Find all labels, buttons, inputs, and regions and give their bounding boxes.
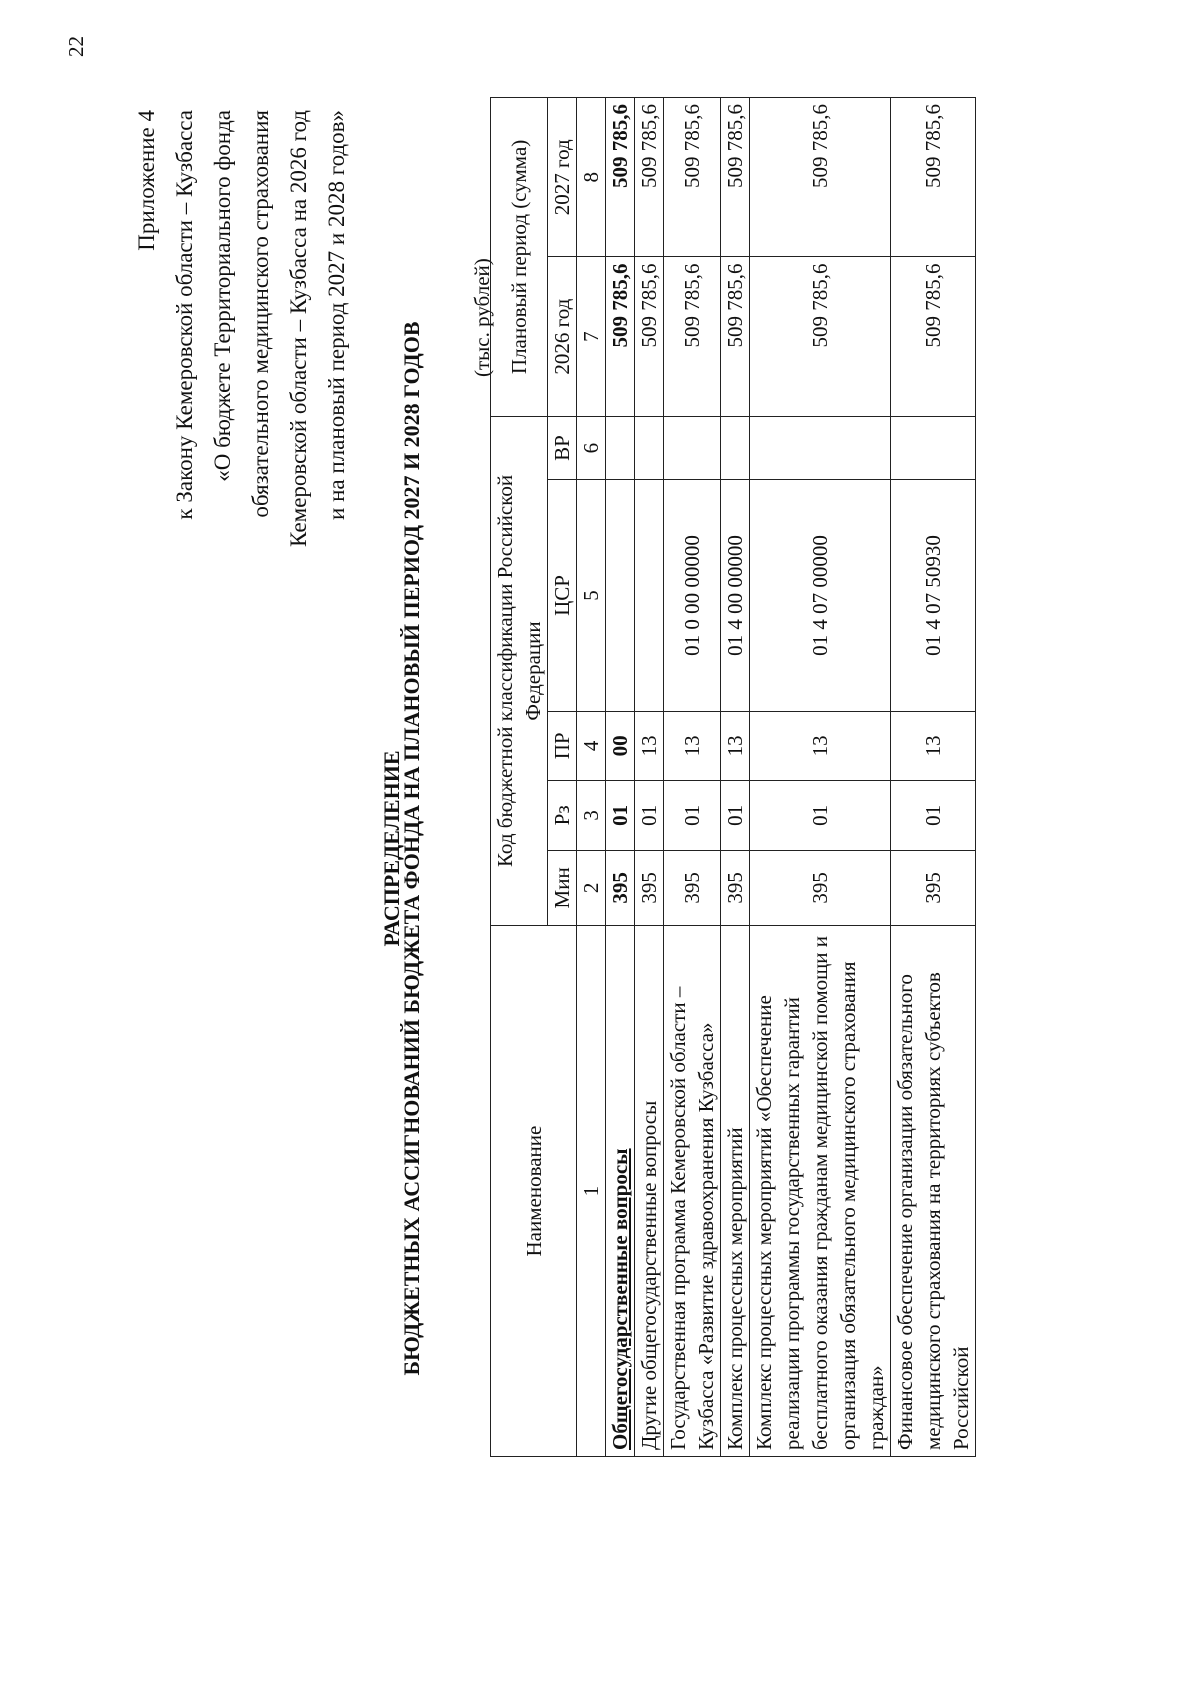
row-name: Комплекс процессных мероприятий <box>721 926 750 1457</box>
header-pr: ПР <box>548 711 577 781</box>
header-code-group: Код бюджетной классификации Российской Федерации <box>491 416 548 925</box>
row-vr <box>891 416 976 480</box>
header-row <box>491 98 548 1457</box>
table-row <box>664 98 721 1457</box>
row-rz: 01 <box>750 781 891 851</box>
row-min: 395 <box>891 850 976 926</box>
row-2027: 509 785,6 <box>606 98 635 257</box>
table-row <box>606 98 635 1457</box>
row-2027: 509 785,6 <box>635 98 664 257</box>
row-rz: 01 <box>606 781 635 851</box>
row-vr <box>721 416 750 480</box>
row-csr <box>635 480 664 711</box>
appendix-line: к Закону Кемеровской области – Кузбасса <box>172 110 197 520</box>
row-2026: 509 785,6 <box>750 257 891 416</box>
units-label: (тыс. рублей) <box>470 258 494 377</box>
row-pr: 13 <box>635 711 664 781</box>
row-vr <box>750 416 891 480</box>
appendix-line: «О бюджете Территориального фонда <box>210 110 235 482</box>
row-vr <box>606 416 635 480</box>
appendix-line: и на плановый период 2027 и 2028 годов» <box>324 110 349 520</box>
header-vr: ВР <box>548 416 577 480</box>
row-2027: 509 785,6 <box>750 98 891 257</box>
col-number: 7 <box>577 257 606 416</box>
col-number: 6 <box>577 416 606 480</box>
row-min: 395 <box>750 850 891 926</box>
column-number-row <box>577 98 606 1457</box>
row-pr: 13 <box>750 711 891 781</box>
col-number: 5 <box>577 480 606 711</box>
row-2026: 509 785,6 <box>606 257 635 416</box>
table-row <box>750 98 891 1457</box>
row-vr <box>635 416 664 480</box>
row-pr: 13 <box>721 711 750 781</box>
row-csr <box>606 480 635 711</box>
row-name: Другие общегосударственные вопросы <box>635 926 664 1457</box>
col-number: 4 <box>577 711 606 781</box>
header-rz: Рз <box>548 781 577 851</box>
row-csr: 01 4 07 50930 <box>891 480 976 711</box>
row-min: 395 <box>606 850 635 926</box>
row-name: Финансовое обеспечение организации обязательного медицинского страхования на территориях субъектов Российской <box>891 926 976 1457</box>
appendix-line: обязательного медицинского страхования <box>248 110 273 518</box>
row-csr: 01 4 07 00000 <box>750 480 891 711</box>
row-min: 395 <box>721 850 750 926</box>
header-2026: 2026 год <box>548 257 577 416</box>
header-name: Наименование <box>491 926 577 1457</box>
col-number: 1 <box>577 926 606 1457</box>
row-2027: 509 785,6 <box>664 98 721 257</box>
col-number: 8 <box>577 98 606 257</box>
row-rz: 01 <box>721 781 750 851</box>
appendix-line: Приложение 4 <box>134 110 159 251</box>
row-rz: 01 <box>891 781 976 851</box>
document-title: РАСПРЕДЕЛЕНИЕ <box>379 750 404 947</box>
row-2027: 509 785,6 <box>891 98 976 257</box>
page-number: 22 <box>64 36 88 57</box>
row-2026: 509 785,6 <box>891 257 976 416</box>
row-2026: 509 785,6 <box>664 257 721 416</box>
row-min: 395 <box>664 850 721 926</box>
row-2026: 509 785,6 <box>635 257 664 416</box>
row-2027: 509 785,6 <box>721 98 750 257</box>
row-name: Государственная программа Кемеровской области – Кузбасса «Развитие здравоохранения Кузбасса» <box>664 926 721 1457</box>
document-subtitle: БЮДЖЕТНЫХ АССИГНОВАНИЙ БЮДЖЕТА ФОНДА НА ПЛАНОВЫЙ ПЕРИОД 2027 И 2028 ГОДОВ <box>399 321 424 1376</box>
row-vr <box>664 416 721 480</box>
appendix-header <box>128 110 356 810</box>
budget-table <box>490 97 976 1457</box>
table-row <box>721 98 750 1457</box>
col-number: 3 <box>577 781 606 851</box>
row-csr: 01 4 00 00000 <box>721 480 750 711</box>
col-number: 2 <box>577 850 606 926</box>
row-name: Общегосударственные вопросы <box>606 926 635 1457</box>
row-pr: 13 <box>664 711 721 781</box>
table-row <box>635 98 664 1457</box>
table-row <box>891 98 976 1457</box>
row-name: Комплекс процессных мероприятий «Обеспечение реализации программы государственных гарантий бесплатного оказания гражданам медицинской помощи и организация обязательного медицинского страхования граждан» <box>750 926 891 1457</box>
header-csr: ЦСР <box>548 480 577 711</box>
header-min: Мин <box>548 850 577 926</box>
row-2026: 509 785,6 <box>721 257 750 416</box>
appendix-line: Кемеровской области – Кузбасса на 2026 год <box>286 110 311 547</box>
row-rz: 01 <box>664 781 721 851</box>
row-csr: 01 0 00 00000 <box>664 480 721 711</box>
row-rz: 01 <box>635 781 664 851</box>
header-2027: 2027 год <box>548 98 577 257</box>
row-pr: 13 <box>891 711 976 781</box>
row-pr: 00 <box>606 711 635 781</box>
row-min: 395 <box>635 850 664 926</box>
header-plan-group: Плановый период (сумма) <box>491 98 548 417</box>
